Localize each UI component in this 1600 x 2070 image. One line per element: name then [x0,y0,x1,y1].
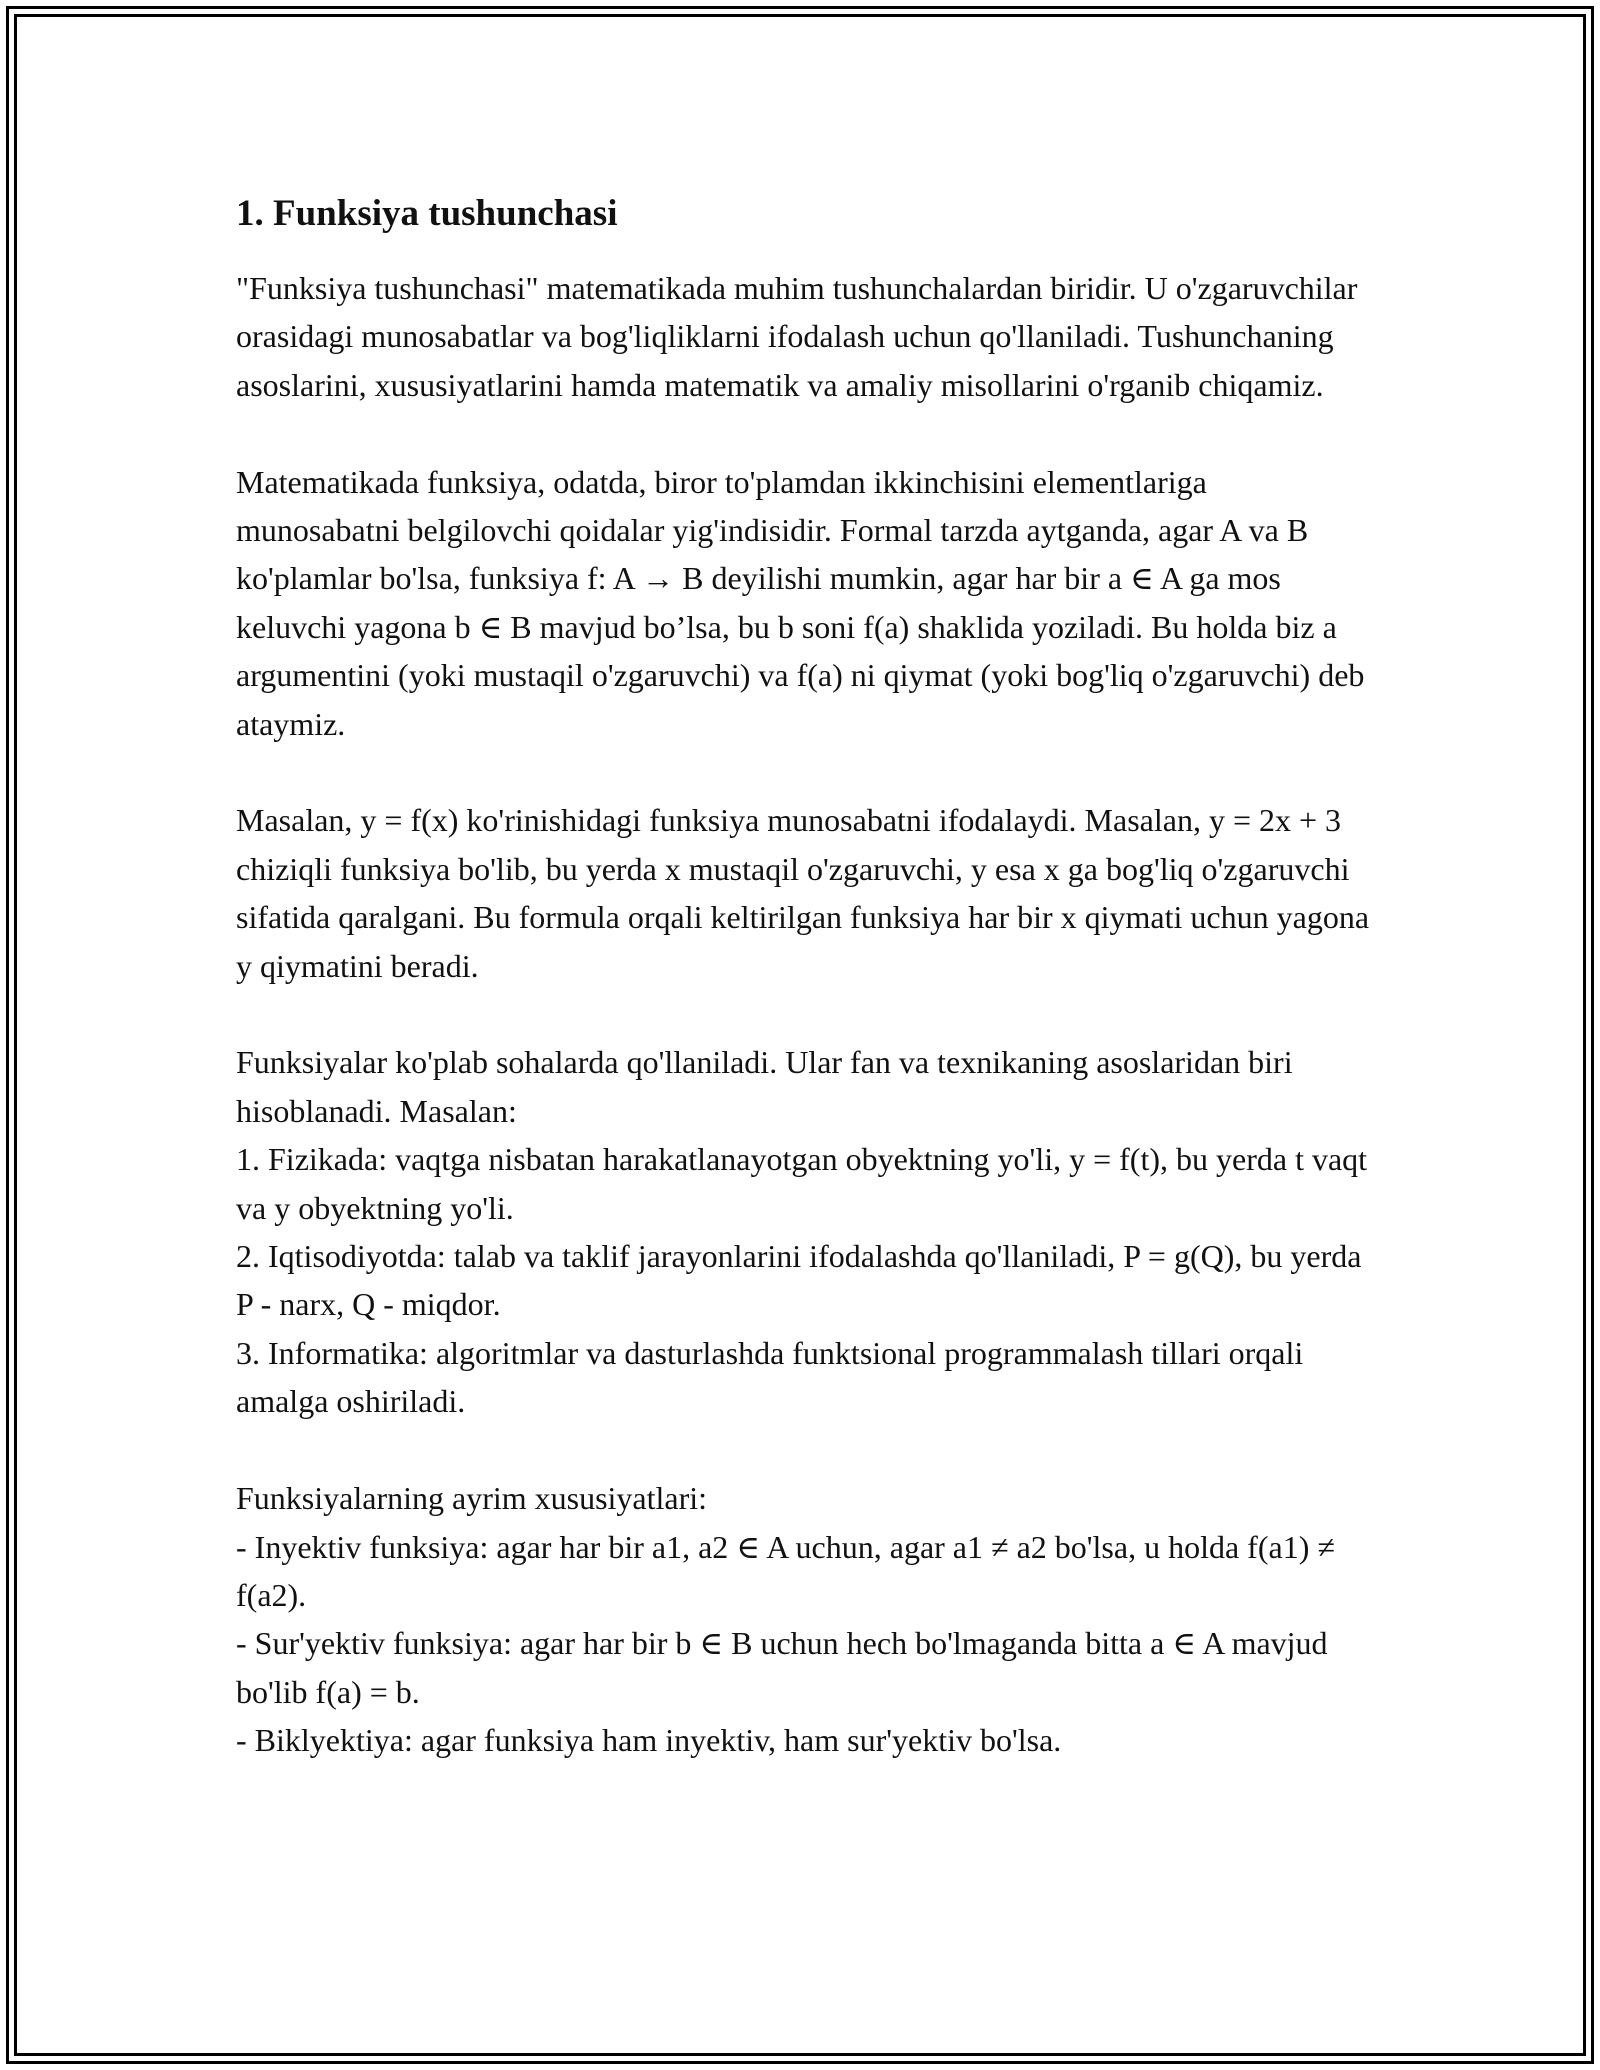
list-item-economics: 2. Iqtisodiyotda: talab va taklif jarayonlarini ifodalashda qo'llaniladi, P = g(Q), bu yerda P - narx, Q - miqdor. [236,1238,1362,1323]
list-item-physics: 1. Fizikada: vaqtga nisbatan harakatlanayotgan obyektning yo'li, y = f(t), bu yerda t vaqt va y obyektning yo'li. [236,1141,1368,1226]
list-item-bijective: - Biklyektiya: agar funksiya ham inyektiv, ham sur'yektiv bo'lsa. [236,1722,1062,1759]
paragraph-line: Funksiyalarning ayrim xususiyatlari: [236,1480,708,1517]
paragraph-line: Funksiyalar ko'plab sohalarda qo'llaniladi. Ular fan va texnikaning asoslaridan biri hisoblanadi. Masalan: [236,1044,1293,1129]
paragraph-applications [236,1038,1376,1425]
list-item-informatics: 3. Informatika: algoritmlar va dasturlashda funktsional programmalash tillari orqali amalga oshiriladi. [236,1334,1304,1420]
paragraph-properties [236,1474,1376,1764]
list-item-surjective: - Sur'yektiv funksiya: agar har bir b ∈ B uchun hech bo'lmaganda bitta a ∈ A mavjud bo'lib f(a) = b. [236,1625,1328,1710]
paragraph-example [236,796,1376,990]
paragraph-line: Matematikada funksiya, odatda, biror to'plamdan ikkinchisini elementlariga munosabatni belgilovchi qoidalar yig'indisidir. Formal tarzda aytganda, agar A va B ko'plamlar bo'lsa, funksiya f: A → B deyilishi mumkin, agar har bir a ∈ A ga mos keluvchi yagona b ∈ B mavjud bo’lsa, bu b soni f(a) shaklida yoziladi. Bu holda biz a argumentini (yoki mustaqil o'zgaruvchi) va f(a) ni qiymat (yoki bog'liq o'zgaruvchi) deb ataymiz. [236,463,1365,742]
paragraph-line: Masalan, y = f(x) ko'rinishidagi funksiya munosabatni ifodalaydi. Masalan, y = 2x + 3 chiziqli funksiya bo'lib, bu yerda x mustaqil o'zgaruvchi, y esa x ga bog'liq o'zgaruvchi sifatida qaralgani. Bu formula orqali keltirilgan funksiya har bir x qiymati uchun yagona y qiymatini beradi. [236,802,1370,984]
paragraph-intro [236,264,1376,409]
document-body [236,188,1376,1813]
list-item-injective: - Inyektiv funksiya: agar har bir a1, a2 ∈ A uchun, agar a1 ≠ a2 bo'lsa, u holda f(a1) ≠ f(a2). [236,1528,1335,1613]
paragraph-definition [236,458,1376,748]
section-heading: 1. Funksiya tushunchasi [236,193,618,234]
paragraph-line: "Funksiya tushunchasi" matematikada muhim tushunchalardan biridir. U o'zgaruvchilar orasidagi munosabatlar va bog'liqliklarni ifodalash uchun qo'llaniladi. Tushunchaning asoslarini, xususiyatlarini hamda matematik va amaliy misollarini o'rganib chiqamiz. [236,270,1358,403]
